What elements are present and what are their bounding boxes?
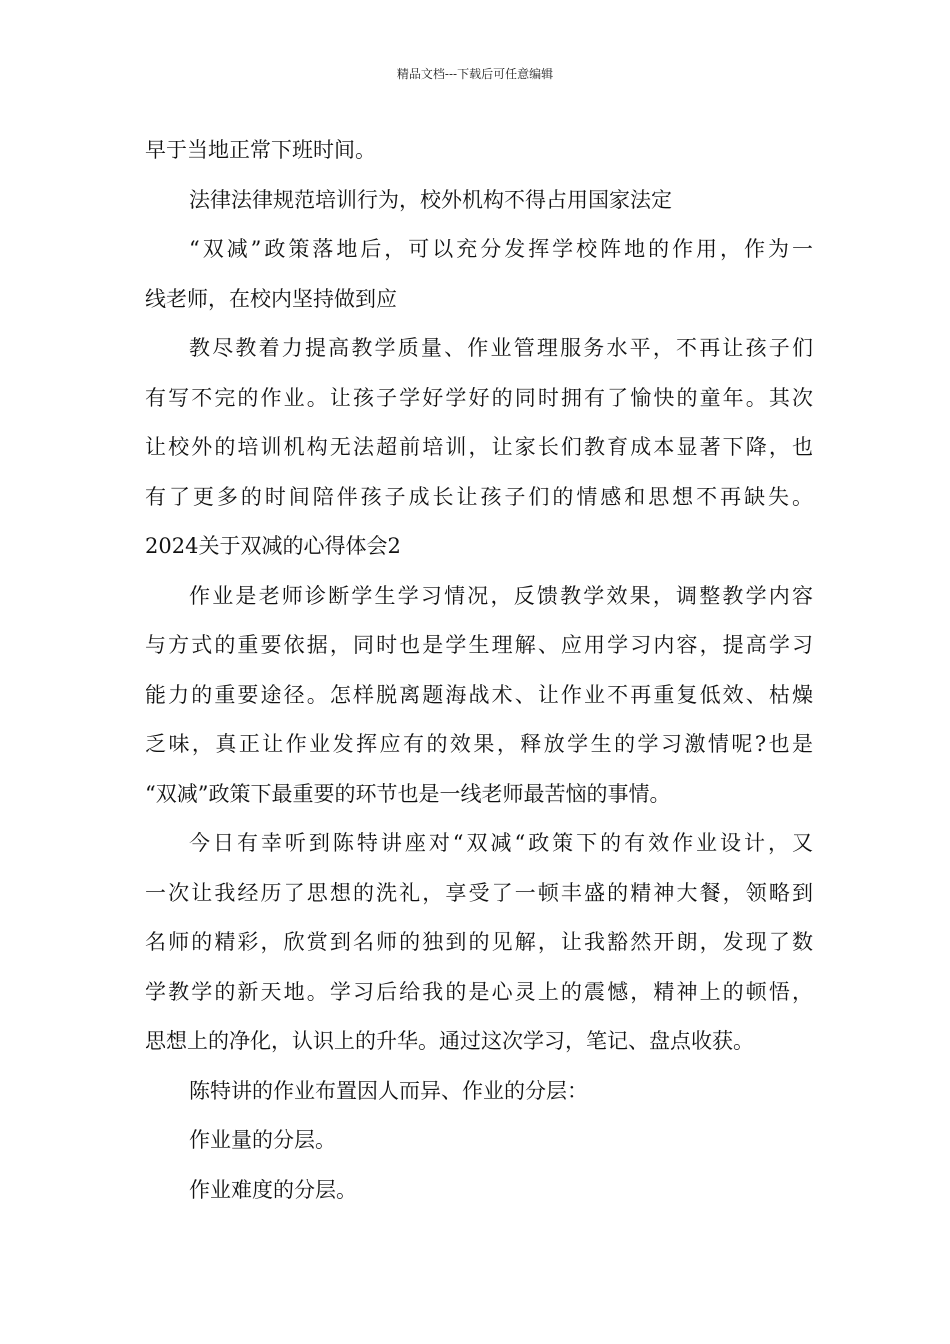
text-line: 作业是老师诊断学生学习情况，反馈教学效果，调整教学内容 [189,583,813,608]
document-body [145,126,813,1215]
text-line: 一次让我经历了思想的洗礼，享受了一顿丰盛的精神大餐，领略到 [145,880,813,905]
text-line: 今日有幸听到陈特讲座对“双减“政策下的有效作业设计，又 [189,831,813,855]
section-heading: 2024关于双减的心得体会2 [145,534,401,558]
text-line: 线老师，在校内坚持做到应 [145,286,397,311]
text-line: 作业难度的分层。 [189,1177,357,1202]
text-line: 有写不完的作业。让孩子学好学好的同时拥有了愉快的童年。其次 [145,385,813,410]
text-line: 与方式的重要依据，同时也是学生理解、应用学习内容，提高学习 [145,633,813,657]
text-line: 能力的重要途径。怎样脱离题海战术、让作业不再重复低效、枯燥 [145,682,813,707]
text-line: 乏味，真正让作业发挥应有的效果，释放学生的学习激情呢?也是 [145,732,813,756]
text-line: 法律法律规范培训行为，校外机构不得占用国家法定 [189,187,672,212]
text-line: 学教学的新天地。学习后给我的是心灵上的震憾，精神上的顿悟， [145,979,813,1004]
text-line: “双减”政策落地后，可以充分发挥学校阵地的作用，作为一 [189,237,813,261]
page-header: 精品文档---下载后可任意编辑 [396,67,554,81]
text-line: 名师的精彩，欣赏到名师的独到的见解，让我豁然开朗，发现了数 [145,930,813,954]
text-line: 让校外的培训机构无法超前培训，让家长们教育成本显著下降，也 [145,435,813,459]
text-line: 早于当地正常下班时间。 [145,138,376,162]
text-line: 陈特讲的作业布置因人而异、作业的分层： [189,1078,588,1103]
text-line: “双减”政策下最重要的环节也是一线老师最苦恼的事情。 [145,781,671,806]
text-line: 有了更多的时间陪伴孩子成长让孩子们的情感和思想不再缺失。 [145,484,813,509]
text-line: 作业量的分层。 [189,1128,336,1152]
text-line: 思想上的净化，认识上的升华。通过这次学习，笔记、盘点收获。 [145,1029,754,1053]
text-line: 教尽教着力提高教学质量、作业管理服务水平，不再让孩子们 [189,336,813,360]
